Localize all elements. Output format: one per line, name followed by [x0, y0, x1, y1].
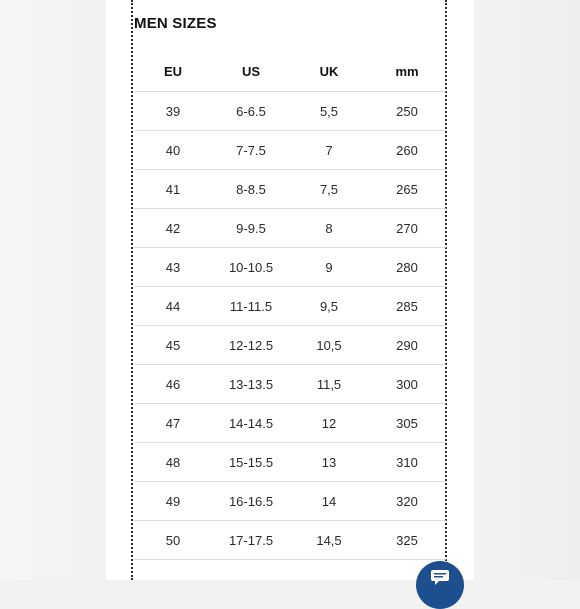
cell-uk: 7: [290, 131, 368, 170]
cell-us: 9-9.5: [212, 209, 290, 248]
cell-eu: 43: [134, 248, 212, 287]
cell-us: 6-6.5: [212, 92, 290, 131]
table-row: [134, 404, 446, 443]
cell-mm: 300: [368, 365, 446, 404]
cell-mm: 305: [368, 404, 446, 443]
table-row: [134, 521, 446, 560]
cell-uk: 8: [290, 209, 368, 248]
chat-button[interactable]: [416, 561, 464, 609]
right-background: [474, 0, 580, 580]
cell-eu: 40: [134, 131, 212, 170]
chat-bubble-icon: [430, 569, 450, 585]
cell-eu: 47: [134, 404, 212, 443]
cell-mm: 250: [368, 92, 446, 131]
cell-eu: 46: [134, 365, 212, 404]
dotted-border-left: [131, 0, 133, 580]
cell-eu: 42: [134, 209, 212, 248]
cell-us: 16-16.5: [212, 482, 290, 521]
cell-us: 11-11.5: [212, 287, 290, 326]
cell-mm: 320: [368, 482, 446, 521]
cell-eu: 50: [134, 521, 212, 560]
cell-eu: 49: [134, 482, 212, 521]
cell-uk: 9: [290, 248, 368, 287]
table-row: [134, 326, 446, 365]
cell-us: 10-10.5: [212, 248, 290, 287]
table-row: [134, 443, 446, 482]
cell-uk: 10,5: [290, 326, 368, 365]
cell-eu: 48: [134, 443, 212, 482]
table-row: [134, 287, 446, 326]
cell-uk: 11,5: [290, 365, 368, 404]
header-mm: mm: [368, 52, 446, 92]
header-uk: UK: [290, 52, 368, 92]
size-table: [134, 52, 446, 560]
cell-eu: 44: [134, 287, 212, 326]
cell-mm: 310: [368, 443, 446, 482]
table-row: [134, 92, 446, 131]
cell-us: 7-7.5: [212, 131, 290, 170]
cell-uk: 13: [290, 443, 368, 482]
cell-mm: 325: [368, 521, 446, 560]
cell-eu: 39: [134, 92, 212, 131]
cell-uk: 14,5: [290, 521, 368, 560]
cell-us: 8-8.5: [212, 170, 290, 209]
cell-us: 12-12.5: [212, 326, 290, 365]
table-row: [134, 365, 446, 404]
cell-mm: 290: [368, 326, 446, 365]
left-background: [0, 0, 106, 580]
cell-eu: 41: [134, 170, 212, 209]
table-row: [134, 482, 446, 521]
cell-mm: 285: [368, 287, 446, 326]
cell-uk: 14: [290, 482, 368, 521]
table-header-row: [134, 52, 446, 92]
cell-eu: 45: [134, 326, 212, 365]
cell-mm: 260: [368, 131, 446, 170]
cell-uk: 9,5: [290, 287, 368, 326]
cell-mm: 270: [368, 209, 446, 248]
header-eu: EU: [134, 52, 212, 92]
cell-uk: 5,5: [290, 92, 368, 131]
cell-mm: 265: [368, 170, 446, 209]
cell-uk: 7,5: [290, 170, 368, 209]
table-row: [134, 248, 446, 287]
cell-uk: 12: [290, 404, 368, 443]
table-row: [134, 170, 446, 209]
table-row: [134, 131, 446, 170]
cell-us: 15-15.5: [212, 443, 290, 482]
table-row: [134, 209, 446, 248]
cell-us: 14-14.5: [212, 404, 290, 443]
cell-mm: 280: [368, 248, 446, 287]
cell-us: 13-13.5: [212, 365, 290, 404]
page-title: MEN SIZES: [134, 15, 217, 32]
cell-us: 17-17.5: [212, 521, 290, 560]
header-us: US: [212, 52, 290, 92]
